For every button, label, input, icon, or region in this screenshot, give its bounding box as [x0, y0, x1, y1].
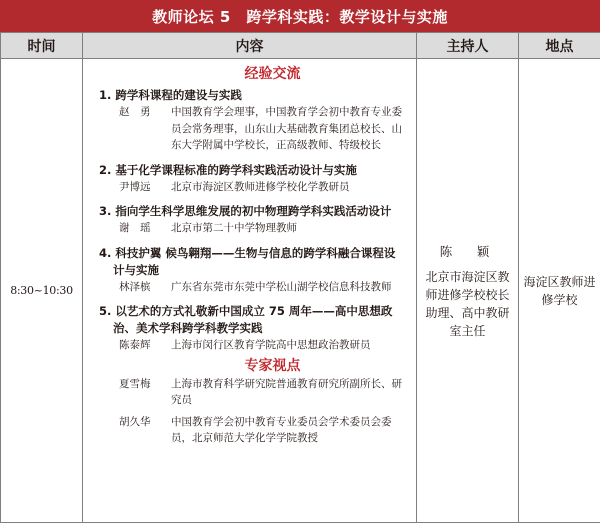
session-host — [417, 59, 519, 523]
column-header-content: 内容 — [83, 33, 417, 59]
speaker-description: 北京市第二十中学物理教师 — [171, 222, 297, 234]
column-header-host: 主持人 — [417, 33, 519, 59]
agenda-item — [99, 245, 406, 296]
column-header-time: 时间 — [1, 33, 83, 59]
agenda-item-title: 2. 基于化学课程标准的跨学科实践活动设计与实施 — [99, 162, 357, 177]
speaker-row — [99, 337, 406, 354]
speaker-row — [99, 104, 406, 154]
expert-row — [99, 414, 406, 447]
speaker-row — [99, 220, 406, 237]
expert-description: 上海市教育科学研究院普通教育研究所副所长、研究员 — [171, 377, 402, 406]
forum-title: 教师论坛 5 跨学科实践：教学设计与实施 — [0, 0, 600, 32]
session-content — [83, 59, 417, 523]
speaker-description: 上海市闵行区教育学院高中思想政治教研员 — [171, 339, 371, 351]
speaker-description: 北京市海淀区教师进修学校化学教研员 — [171, 180, 350, 193]
section-heading-experience: 经验交流 — [244, 66, 301, 82]
agenda-item-title: 1. 跨学科课程的建设与实践 — [99, 88, 242, 102]
expert-row — [99, 376, 406, 409]
agenda-item — [99, 162, 406, 196]
schedule-table — [0, 32, 600, 523]
speaker-name: 尹博远 — [119, 180, 151, 193]
agenda-item — [99, 87, 406, 154]
speaker-name: 陈泰辉 — [119, 339, 151, 351]
column-header-place: 地点 — [519, 33, 600, 59]
session-place: 海淀区教师进修学校 — [519, 59, 600, 523]
host-name: 陈 颖 — [439, 243, 496, 259]
agenda-item-title: 3. 指向学生科学思维发展的初中物理跨学科实践活动设计 — [99, 204, 392, 218]
speaker-description: 广东省东莞市东莞中学松山湖学校信息科技教师 — [171, 280, 392, 293]
session-time: 8:30~10:30 — [1, 59, 83, 523]
agenda-item — [99, 303, 406, 354]
speaker-row — [99, 179, 406, 196]
expert-description: 中国教育学会初中教育专业委员会学术委员会委员，北京师范大学化学学院教授 — [171, 415, 392, 444]
speaker-description: 中国教育学会理事，中国教育学会初中教育专业委员会常务理事，山东山大基础教育集团总校长、山东大学附属中学校长，正高级教师、特级校长 — [171, 106, 402, 151]
table-header-row — [1, 33, 600, 59]
speaker-row — [99, 279, 406, 296]
host-description: 北京市海淀区教师进修学校校长助理、高中教研室主任 — [425, 269, 510, 338]
speaker-name: 林泽槟 — [119, 280, 151, 293]
expert-name: 胡久华 — [119, 415, 151, 428]
agenda-item-title: 5. 以艺术的方式礼敬新中国成立 75 周年——高中思想政治、美术学科跨学科教学实践 — [99, 304, 393, 335]
speaker-name: 赵 勇 — [119, 106, 151, 118]
expert-name: 夏雪梅 — [119, 377, 151, 390]
session-row — [1, 59, 600, 523]
agenda-item-title: 4. 科技护翼 候鸟翱翔——生物与信息的跨学科融合课程设计与实施 — [99, 245, 396, 277]
speaker-name: 谢 瑶 — [119, 222, 151, 234]
agenda-item — [99, 203, 406, 237]
section-heading-expert-views: 专家视点 — [244, 357, 301, 374]
